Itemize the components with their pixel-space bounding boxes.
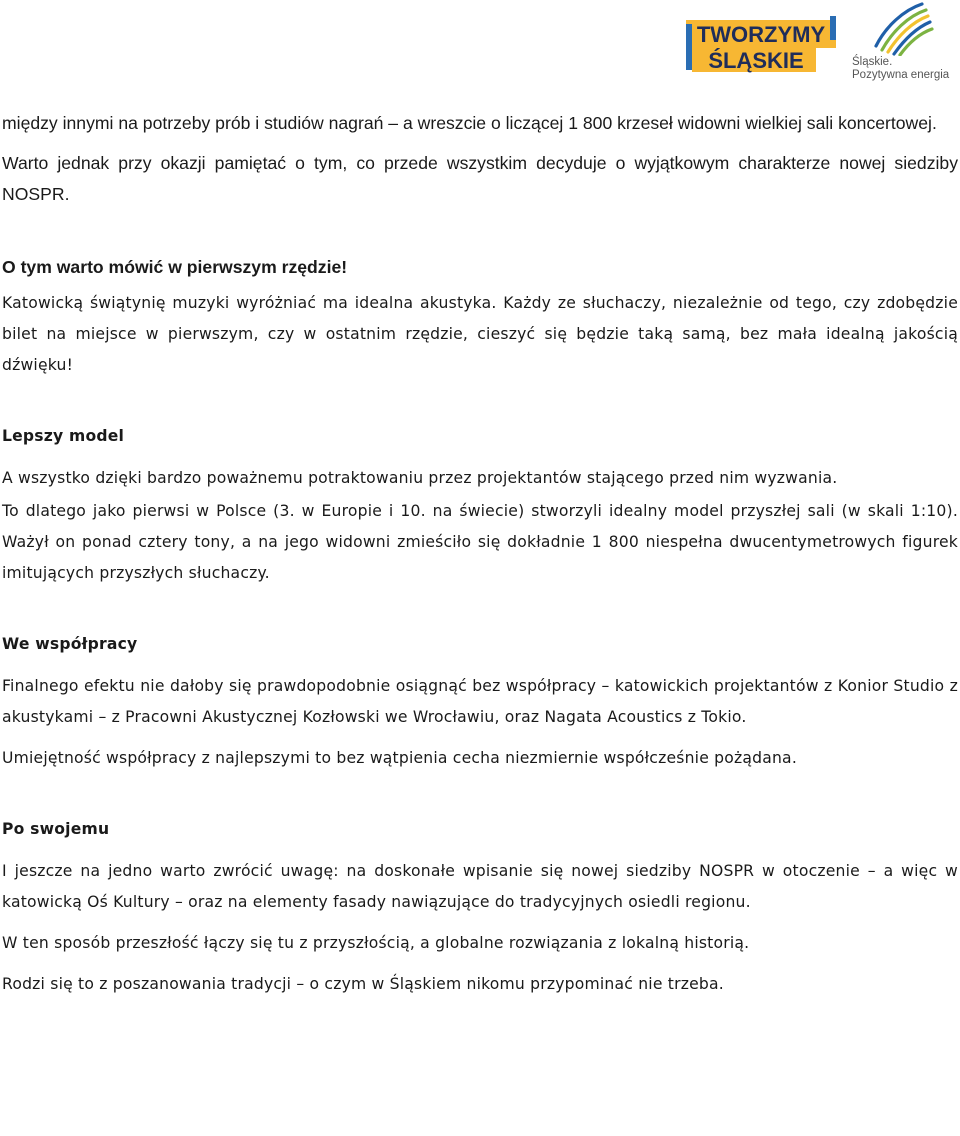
slaskie-logo-text [852, 56, 949, 82]
article-body [2, 108, 958, 1000]
tworzymy-slaskie-logo [686, 12, 836, 74]
slaskie-swoosh-icon [846, 2, 954, 56]
heading-we-wspolpracy: We współpracy [2, 635, 138, 653]
paragraph-7: Umiejętność współpracy z najlepszymi to bez wątpienia cecha niezmiernie współcześnie pożądana. [2, 749, 797, 767]
heading-first-row: O tym warto mówić w pierwszym rzędzie! [2, 257, 348, 277]
logo-line2: ŚLĄSKIE [708, 48, 804, 73]
paragraph-10: Rodzi się to z poszanowania tradycji – o czym w Śląskiem nikomu przypominać nie trzeba. [2, 975, 724, 993]
logo-line1: TWORZYMY [696, 22, 826, 47]
logo-blue-accent-right [830, 16, 836, 40]
slaskie-pozytywna-energia-logo [846, 2, 954, 86]
slaskie-logo-tagline: Pozytywna energia [852, 69, 950, 81]
paragraph-4: A wszystko dzięki bardzo poważnemu potraktowaniu przez projektantów stającego przed nim wyzwania. [2, 469, 838, 487]
paragraph-8: I jeszcze na jedno warto zwrócić uwagę: na doskonałe wpisanie się nowej siedziby NOSPR w otoczenie – a więc w katowicką Oś Kultury – oraz na elementy fasady nawiązujące do tradycyjnych osiedli regionu. [2, 862, 958, 911]
logo-blue-accent-left [686, 24, 692, 70]
slaskie-logo-name: Śląskie. [852, 56, 893, 68]
paragraph-6: Finalnego efektu nie dałoby się prawdopodobnie osiągnąć bez współpracy – katowickich projektantów z Konior Studio z akustykami – z Pracowni Akustycznej Kozłowski we Wrocławiu, oraz Nagata Acoustics z Tokio. [2, 677, 958, 726]
paragraph-2: Warto jednak przy okazji pamiętać o tym, co przede wszystkim decyduje o wyjątkowym charakterze nowej siedziby NOSPR. [2, 153, 958, 204]
heading-po-swojemu: Po swojemu [2, 820, 110, 838]
paragraph-3: Katowicką świątynię muzyki wyróżniać ma idealna akustyka. Każdy ze słuchaczy, niezależnie od tego, czy zdobędzie bilet na miejsce w pierwszym, czy w ostatnim rzędzie, cieszyć się będzie taką samą, bez mała idealną jakością dźwięku! [2, 294, 958, 374]
paragraph-5: To dlatego jako pierwsi w Polsce (3. w Europie i 10. na świecie) stworzyli idealny model przyszłej sali (w skali 1:10). Ważył on ponad cztery tony, a na jego widowni zmieściło się dokładnie 1 800 niespełna dwucentymetrowych figurek imitujących przyszłych słuchaczy. [2, 502, 958, 582]
paragraph-1: między innymi na potrzeby prób i studiów nagrań – a wreszcie o liczącej 1 800 krzeseł widowni wielkiej sali koncertowej. [2, 113, 937, 133]
paragraph-9: W ten sposób przeszłość łączy się tu z przyszłością, a globalne rozwiązania z lokalną historią. [2, 934, 750, 952]
heading-lepszy-model: Lepszy model [2, 427, 125, 445]
